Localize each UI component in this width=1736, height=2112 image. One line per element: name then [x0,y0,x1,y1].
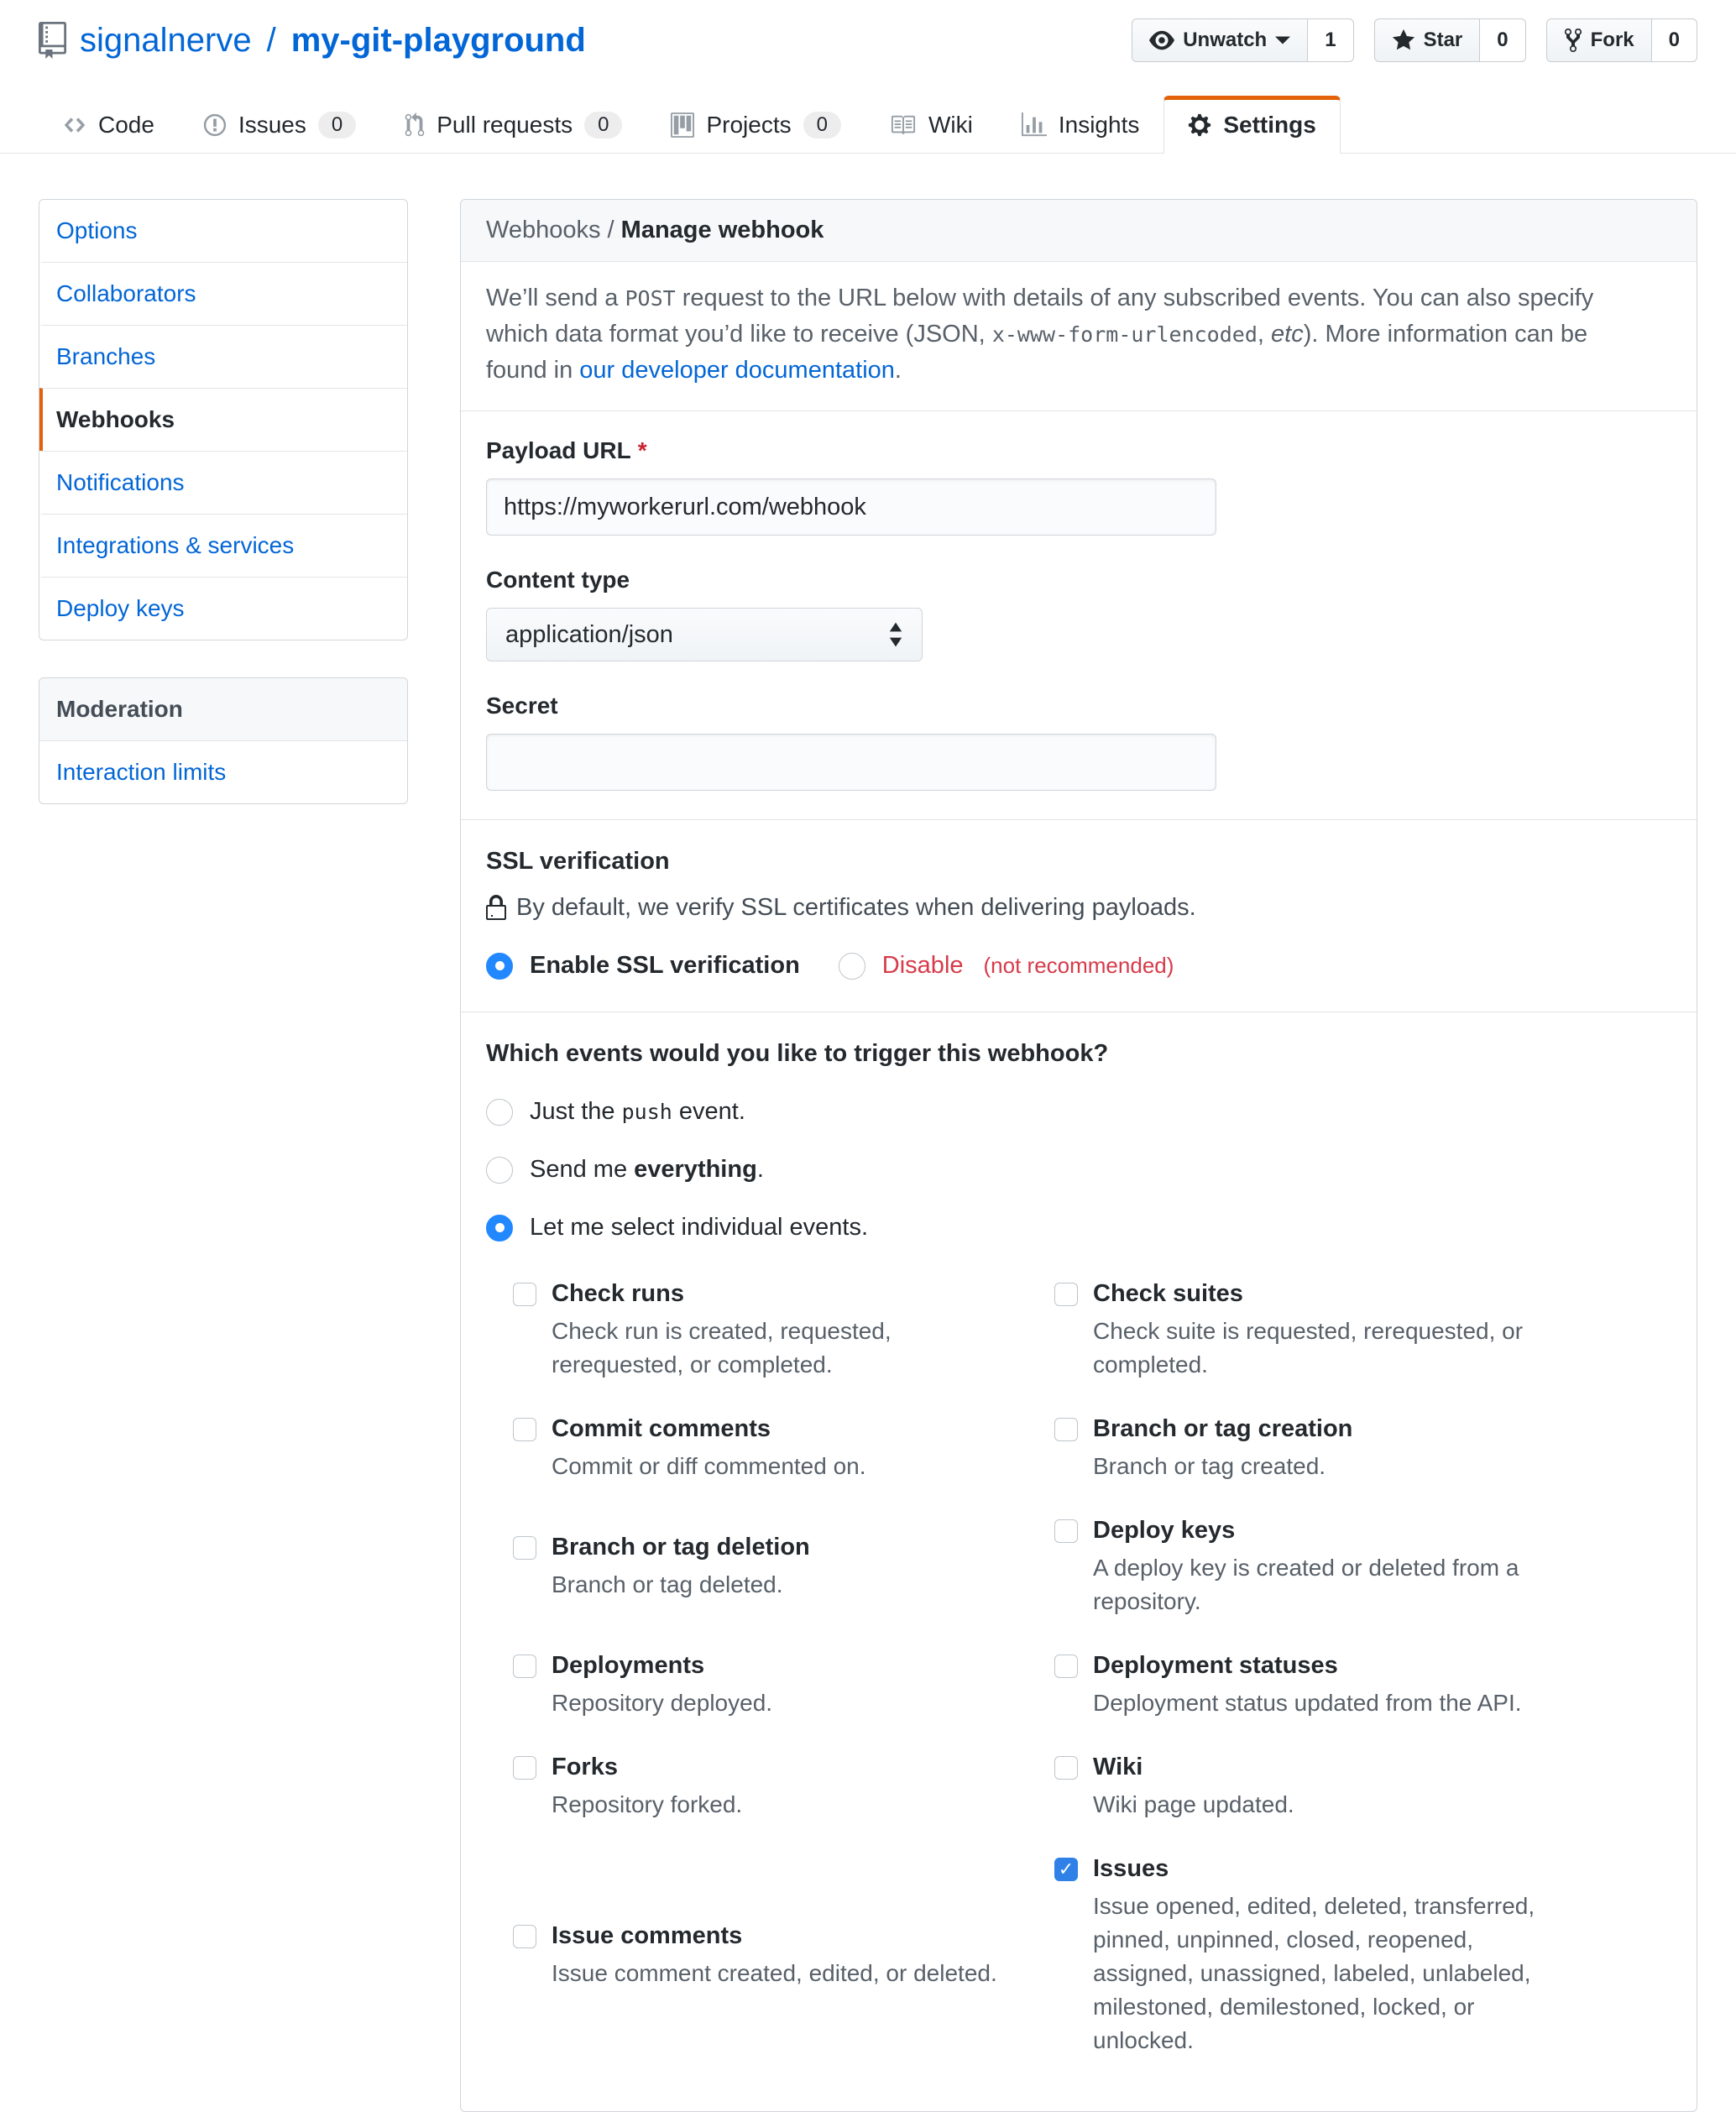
post-code: POST [625,286,676,311]
everything-radio[interactable] [486,1157,513,1184]
git-pull-request-icon [405,112,425,138]
settings-sidebar [39,199,408,804]
event-description: Branch or tag created. [1093,1453,1326,1479]
event-item-check-runs [513,1280,1054,1382]
option-text: Just the [530,1098,622,1125]
repo-actions [1132,18,1697,62]
graph-icon [1022,112,1047,138]
tab-count: 0 [318,112,356,139]
deployments-checkbox[interactable] [513,1655,536,1678]
tab-label: Issues [238,112,306,138]
forks-checkbox[interactable] [513,1756,536,1780]
everything-label [530,1156,764,1184]
description-text: ). More information can be found in [486,321,1588,384]
push-event-label [530,1098,745,1126]
unwatch-label: Unwatch [1183,29,1268,51]
events-heading: Which events would you like to trigger this webhook? [486,1040,1109,1067]
event-label: Deployment statuses [1093,1652,1338,1679]
individual-events-label: Let me select individual events. [530,1214,868,1241]
issue-comments-checkbox[interactable] [513,1925,536,1948]
star-icon [1392,28,1415,53]
ssl-enable-radio[interactable] [486,953,513,980]
description-text: , [1257,321,1272,348]
repo-owner-link[interactable]: signalnerve [80,21,252,59]
ssl-note-text: By default, we verify SSL certificates when delivering payloads. [516,894,1196,921]
sidebar-item-webhooks[interactable]: Webhooks [39,388,407,451]
repo-title [39,22,586,60]
tab-settings[interactable] [1163,96,1340,154]
payload-url-group [486,437,1671,536]
tab-label: Code [98,112,154,138]
event-option-push [486,1098,1671,1126]
content-type-label: Content type [486,567,630,593]
ssl-radio-group [486,952,1671,980]
event-option-everything [486,1156,1671,1184]
ssl-note [486,894,1671,922]
event-description: Deployment status updated from the API. [1093,1690,1522,1716]
branch-tag-deletion-checkbox[interactable] [513,1536,536,1560]
tab-pull-requests[interactable] [380,96,646,154]
star-label: Star [1423,29,1463,51]
tab-code[interactable] [39,96,179,154]
secret-input[interactable] [486,734,1216,791]
required-asterisk: * [637,437,647,463]
watchers-count[interactable]: 1 [1308,18,1353,62]
description-text: . [894,357,902,384]
watch-button-group [1132,18,1353,62]
ssl-enable-label: Enable SSL verification [530,952,800,979]
event-item-deployments [513,1652,1054,1720]
event-label: Branch or tag deletion [552,1534,810,1560]
event-row [513,1415,1671,1483]
tab-issues[interactable] [179,96,380,154]
event-description: Check run is created, requested, rerequested, or completed. [552,1318,892,1378]
event-item-branch-tag-creation [1054,1415,1671,1483]
repo-name-link[interactable]: my-git-playground [290,21,586,59]
gear-icon [1188,112,1211,138]
ssl-disable-label: Disable [881,952,964,979]
breadcrumb-webhooks-link[interactable]: Webhooks [486,217,601,243]
sidebar-item-interaction-limits[interactable]: Interaction limits [56,759,227,785]
content-type-value: application/json [505,620,673,648]
book-icon [890,112,917,138]
tab-label: Projects [706,112,792,138]
check-runs-checkbox[interactable] [513,1283,536,1306]
event-item-issues [1054,1855,1671,2057]
event-label: Deployments [552,1652,705,1679]
tab-insights[interactable] [997,96,1164,154]
sidebar-item-deploy-keys[interactable]: Deploy keys [39,577,407,640]
events-section [461,1012,1697,2111]
tab-count: 0 [803,112,841,139]
webhook-panel [460,199,1697,2112]
commit-comments-checkbox[interactable] [513,1418,536,1441]
secret-label: Secret [486,693,558,719]
repo-nav [0,96,1736,154]
description-text: request to the URL below with details of any subscribed events. You can also specify which data format you’d like to receive (JSON, [486,285,1594,348]
event-item-deployment-statuses [1054,1652,1671,1720]
star-button[interactable] [1374,18,1481,62]
repo-title-separator: / [266,21,276,59]
push-code: push [621,1100,672,1124]
option-text: . [756,1156,764,1183]
event-item-branch-tag-deletion [513,1534,1054,1602]
ssl-verification-section [461,820,1697,1012]
push-event-radio[interactable] [486,1099,513,1126]
ssl-disable-option [839,952,1174,980]
repo-icon [39,22,66,59]
event-description: A deploy key is created or deleted from a repository. [1093,1555,1519,1614]
event-row [513,1855,1671,2057]
event-item-forks [513,1754,1054,1822]
event-option-individual [486,1214,1671,1242]
sidebar-item-branches[interactable]: Branches [39,325,407,388]
lock-icon [486,895,506,922]
webhook-form [461,411,1697,820]
issues-checkbox[interactable] [1054,1858,1078,1881]
moderation-header: Moderation [39,678,407,741]
option-text: Send me [530,1156,635,1183]
fork-label: Fork [1590,29,1634,51]
sidebar-item-integrations[interactable]: Integrations & services [39,514,407,577]
project-icon [671,112,694,138]
breadcrumb-separator: / [600,217,621,243]
event-label: Check runs [552,1280,684,1307]
event-description: Check suite is requested, rerequested, or completed. [1093,1318,1524,1378]
branch-tag-creation-checkbox[interactable] [1054,1418,1078,1441]
event-label: Issues [1093,1855,1169,1882]
event-item-check-suites [1054,1280,1671,1382]
wiki-checkbox[interactable] [1054,1756,1078,1780]
ssl-heading: SSL verification [486,848,670,875]
event-label: Check suites [1093,1280,1243,1307]
tab-label: Pull requests [437,112,573,138]
individual-events-radio[interactable] [486,1215,513,1242]
description-text: We’ll send a [486,285,625,311]
webhook-description [461,262,1697,411]
breadcrumb [461,200,1697,262]
sidebar-item-options[interactable]: Options [56,217,138,243]
fork-button[interactable] [1546,18,1652,62]
event-label: Commit comments [552,1415,771,1442]
tab-label: Settings [1223,112,1316,138]
secret-group [486,692,1671,791]
content-type-select[interactable] [486,608,923,661]
event-description: Commit or diff commented on. [552,1453,866,1479]
settings-menu [39,199,408,640]
payload-url-input[interactable] [486,478,1216,536]
forks-count[interactable]: 0 [1652,18,1697,62]
payload-url-label-text: Payload URL [486,437,631,463]
event-row [513,1652,1671,1720]
developer-documentation-link[interactable]: our developer documentation [579,357,895,384]
event-item-wiki [1054,1754,1671,1822]
unwatch-button[interactable] [1132,18,1308,62]
event-label: Issue comments [552,1922,743,1949]
select-arrows-icon [888,622,903,647]
event-description: Issue opened, edited, deleted, transferred, pinned, unpinned, closed, reopened, assigned, unassigned, labeled, unlabeled, milestoned, demilestoned, locked, or unlocked. [1093,1893,1535,2053]
events-grid [513,1280,1671,2057]
stargazers-count[interactable]: 0 [1480,18,1525,62]
ssl-disable-note: (not recommended) [983,953,1174,978]
event-row [513,1517,1671,1618]
issue-opened-icon [203,112,227,138]
tab-count: 0 [584,112,622,139]
event-description: Repository forked. [552,1791,743,1817]
breadcrumb-current: Manage webhook [620,217,824,243]
settings-layout [0,199,1736,2112]
tab-label: Wiki [928,112,973,138]
check-suites-checkbox[interactable] [1054,1283,1078,1306]
event-row [513,1754,1671,1822]
ssl-enable-option [486,952,800,980]
event-row [513,1280,1671,1382]
event-description: Repository deployed. [552,1690,773,1716]
option-text: event. [672,1098,745,1125]
ssl-disable-radio[interactable] [839,953,865,980]
sidebar-item-collaborators[interactable]: Collaborators [39,262,407,325]
tab-label: Insights [1058,112,1140,138]
tab-projects[interactable] [646,96,865,154]
event-item-issue-comments [513,1922,1054,1990]
tab-wiki[interactable] [865,96,997,154]
repo-header [0,0,1736,62]
event-description: Wiki page updated. [1093,1791,1294,1817]
content-type-group [486,566,1671,661]
deploy-keys-checkbox[interactable] [1054,1519,1078,1543]
event-item-deploy-keys [1054,1517,1671,1618]
urlencoded-code: x-www-form-urlencoded [991,322,1258,347]
event-label: Wiki [1093,1754,1143,1780]
event-item-commit-comments [513,1415,1054,1483]
code-icon [63,113,86,137]
everything-bold: everything [634,1156,757,1183]
etc-emphasis: etc [1271,321,1304,348]
event-description: Issue comment created, edited, or deleted. [552,1960,997,1986]
caret-down-icon [1275,35,1290,45]
fork-button-group [1546,18,1697,62]
event-description: Branch or tag deleted. [552,1571,783,1597]
sidebar-item-notifications[interactable]: Notifications [39,451,407,514]
deployment-statuses-checkbox[interactable] [1054,1655,1078,1678]
eye-icon [1149,28,1174,53]
event-label: Deploy keys [1093,1517,1236,1544]
star-button-group [1374,18,1526,62]
event-label: Forks [552,1754,618,1780]
repo-forked-icon [1564,27,1582,54]
event-label: Branch or tag creation [1093,1415,1353,1442]
moderation-menu [39,677,408,804]
payload-url-label [486,437,1671,465]
